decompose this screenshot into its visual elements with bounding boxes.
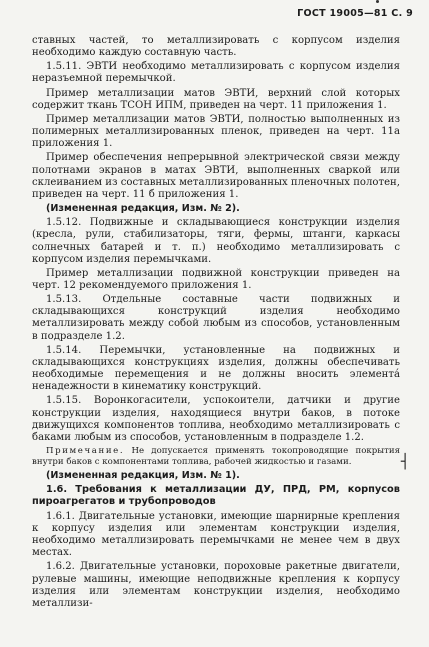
paragraph-1-6-1: 1.6.1. Двигательные установки, имеющие шарнирные крепления к корпусу изделия или элементам конструкции изделия, необходимо металлизировать перемычками не менее чем в двух местах. [32, 510, 400, 559]
section-heading-1-6: 1.6. Требования к металлизации ДУ, ПРД, РМ, корпусов пироагрегатов и трубопроводов [32, 484, 400, 508]
note-label: Примечание. [46, 446, 125, 456]
paragraph-example-12: Пример металлизации подвижной конструкции приведен на черт. 12 рекомендуемого приложения 1. [32, 267, 400, 291]
paragraph-1-5-14: 1.5.14. Перемычки, установленные на подвижных и складывающихся конструкциях изделия, должны обеспечивать необходимые перемещения и не должны вносить элементá ненадежности в кинематику конструкций. [32, 344, 400, 393]
paragraph-1-6-2: 1.6.2. Двигательные установки, пороховые ракетные двигатели, рулевые машины, имеющие неподвижные крепления к корпусу изделия или элементам конструкции изделия, необходимо металлизи- [32, 561, 400, 609]
ink-dot [376, 0, 379, 3]
paragraph-1-5-15: 1.5.15. Воронкогасители, успокоители, датчики и другие конструкции изделия, находящиеся внутри баков, в потоке движущихся компонентов топлива, необходимо металлизировать с баками любым из способов, установленным в подразделе 1.2. [32, 395, 400, 443]
paragraph-1-5-11: 1.5.11. ЭВТИ необходимо металлизировать с корпусом изделия неразъемной перемычкой. [32, 61, 400, 85]
paragraph-example-11b: Пример обеспечения непрерывной электрической связи между полотнами экранов в матах ЭВТИ, выполненных сваркой или склеиванием из составных металлизированных пленочных полотен, приведен на черт. 11 б приложения 1. [32, 152, 400, 200]
margin-mark: ┤ [401, 454, 410, 470]
paragraph-1-5-12: 1.5.12. Подвижные и складывающиеся конструкции изделия (кресла, рули, стабилизаторы, тяги, фермы, штанги, каркасы солнечных батарей и т. п.) необходимо металлизировать с корпусом изделия перемычками. [32, 217, 400, 265]
revision-note-1: (Измененная редакция, Изм. № 1). [46, 470, 240, 481]
note [32, 446, 400, 468]
revision-note-2: (Измененная редакция, Изм. № 2). [46, 203, 240, 215]
paragraph-example-11: Пример металлизации матов ЭВТИ, верхний слой которых содержит ткань ТСОН ИПМ, приведен на черт. 11 приложения 1. [32, 87, 400, 111]
page-body [32, 35, 400, 610]
paragraph-continuation: ставных частей, то металлизировать с корпусом изделия необходимо каждую составную часть. [32, 35, 400, 59]
paragraph-1-5-13: 1.5.13. Отдельные составные части подвижных и складывающихся конструкций изделия необходимо металлизировать между собой любым из способов, установленным в подразделе 1.2. [32, 294, 400, 342]
page-header: ГОСТ 19005—81 С. 9 [297, 8, 413, 19]
paragraph-example-11a: Пример металлизации матов ЭВТИ, полностью выполненных из полимерных металлизированных пленок, приведен на черт. 11а приложения 1. [32, 113, 400, 150]
note-text: Не допускается применять токопроводящие покрытия внутри баков с компонентами топлива, рабочей жидкостью и газами. [32, 446, 400, 467]
